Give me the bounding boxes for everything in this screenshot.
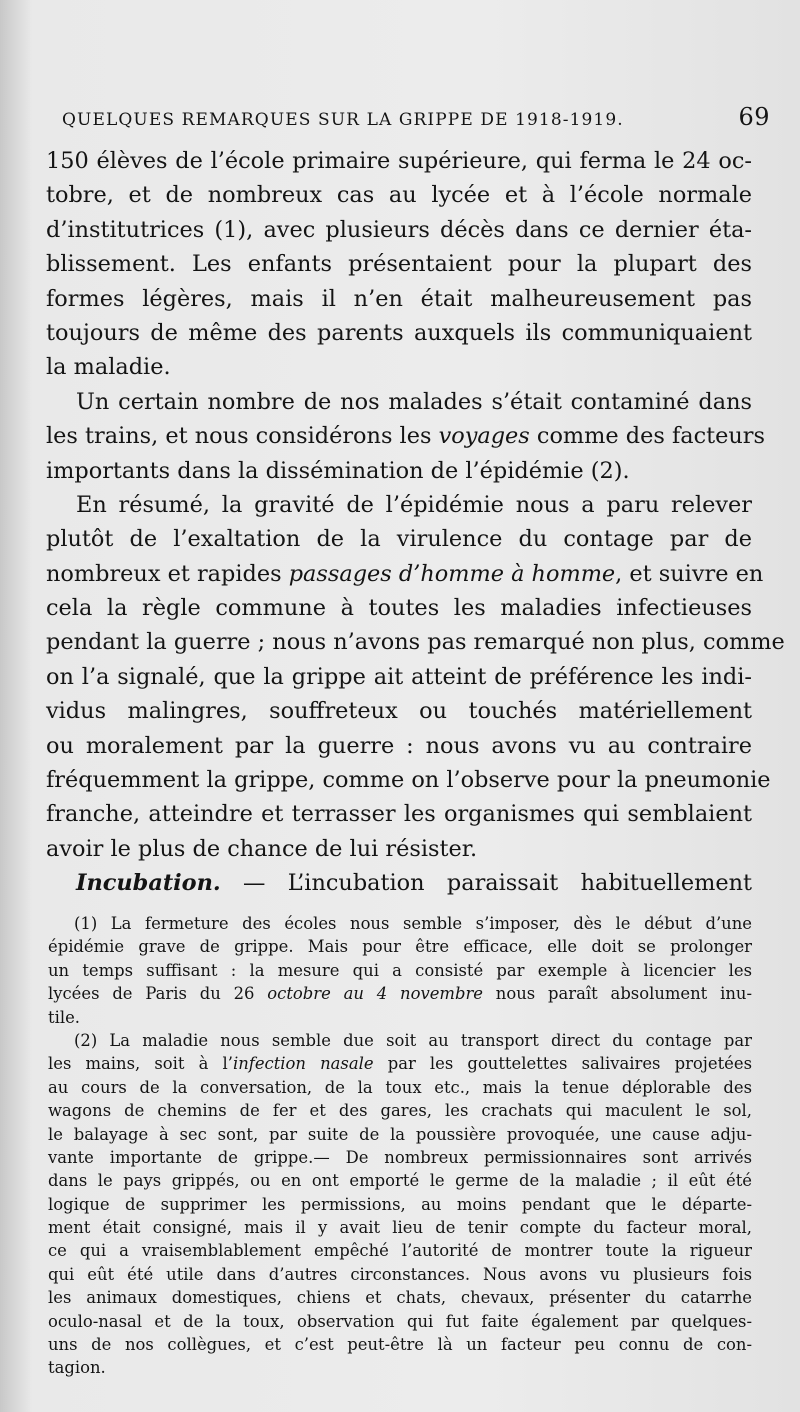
body-line: d’institutrices (1), avec plusieurs décès dans ce dernier éta- <box>46 216 752 243</box>
footnote-line: épidémie grave de grippe. Mais pour être efficace, elle doit se prolonger <box>48 937 752 957</box>
italic-passages: passages d’homme à homme <box>288 560 616 587</box>
footnote-line: dans le pays grippés, ou en ont emporté le germe de la maladie ; il eût été <box>48 1171 752 1191</box>
footnote-line: ce qui a vraisemblablement empêché l’autorité de montrer toute la rigueur <box>48 1241 752 1261</box>
footnote-line: uns de nos collègues, et c’est peut-être là un facteur peu connu de con- <box>48 1335 752 1355</box>
footnote-line: le balayage à sec sont, par suite de la poussière provoquée, une cause adju- <box>48 1124 752 1144</box>
footnote-line: oculo-nasal et de la toux, observation qui fut faite également par quelques- <box>48 1311 752 1331</box>
section-heading-incubation: Incubation. <box>76 870 221 897</box>
italic-voyages: voyages <box>438 423 530 450</box>
footnote-line: (2) La maladie nous semble due soit au transport direct du contage par <box>74 1030 752 1050</box>
footnote-line: logique de supprimer les permissions, au moins pendant que le départe- <box>48 1194 752 1214</box>
body-line: avoir le plus de chance de lui résister. <box>46 835 478 862</box>
footnote-line: (1) La fermeture des écoles nous semble s’imposer, dès le début d’une <box>74 914 752 933</box>
body-line: franche, atteindre et terrasser les organismes qui semblaient <box>46 801 752 828</box>
footnotes <box>48 912 752 1380</box>
body-line: Un certain nombre de nos malades s’était contaminé dans <box>76 388 752 415</box>
body-line: nombreux et rapides passages d’homme à homme, et suivre en <box>46 560 764 587</box>
body-line: la maladie. <box>46 354 171 381</box>
italic-dates: octobre au 4 novembre <box>267 984 483 1004</box>
body-line: blissement. Les enfants présentaient pour la plupart des <box>46 251 752 278</box>
body-line: importants dans la dissémination de l’épidémie (2). <box>46 457 630 484</box>
italic-infection-nasale: infection nasale <box>232 1054 374 1074</box>
footnote-line: tagion. <box>48 1358 106 1378</box>
body-line: on l’a signalé, que la grippe ait atteint de préférence les indi- <box>46 663 752 690</box>
footnote-line: vante importante de grippe.— De nombreux permissionnaires sont arrivés <box>48 1147 752 1167</box>
body-line: vidus malingres, souffreteux ou touchés matériellement <box>46 698 752 725</box>
footnote-line: tile. <box>48 1007 80 1027</box>
body-line: toujours de même des parents auxquels ils communiquaient <box>46 319 752 346</box>
body-line: fréquemment la grippe, comme on l’observe pour la pneumonie <box>46 767 771 794</box>
footnote-line: au cours de la conversation, de la toux etc., mais la tenue déplorable des <box>48 1077 752 1097</box>
running-head <box>62 103 770 131</box>
body-line: En résumé, la gravité de l’épidémie nous a paru relever <box>76 491 752 518</box>
body-line: cela la règle commune à toutes les maladies infectieuses <box>46 595 752 622</box>
page-number: 69 <box>738 103 770 131</box>
body-line: plutôt de l’exaltation de la virulence du contage par de <box>46 526 752 553</box>
footnote-line: wagons de chemins de fer et des gares, les crachats qui maculent le sol, <box>48 1101 752 1121</box>
body-text <box>46 144 785 901</box>
footnote-line: un temps suffisant : la mesure qui a consisté par exemple à licencier les <box>48 960 752 980</box>
footnote-line: qui eût été utile dans d’autres circonstances. Nous avons vu plusieurs fois <box>48 1264 752 1284</box>
body-line: 150 élèves de l’école primaire supérieure, qui ferma le 24 oc- <box>46 148 752 174</box>
footnote-line: les animaux domestiques, chiens et chats, chevaux, présenter du catarrhe <box>48 1288 752 1308</box>
running-head-title: QUELQUES REMARQUES SUR LA GRIPPE DE 1918-1919. <box>62 110 624 130</box>
body-line: pendant la guerre ; nous n’avons pas remarqué non plus, comme <box>46 629 785 656</box>
body-line: ou moralement par la guerre : nous avons vu au contraire <box>46 732 752 759</box>
footnote-line: lycées de Paris du 26 octobre au 4 novembre nous paraît absolument inu- <box>48 984 752 1004</box>
footnote-line: ment était consigné, mais il y avait lieu de tenir compte du facteur moral, <box>48 1218 752 1238</box>
body-line: formes légères, mais il n’en était malheureusement pas <box>46 285 752 312</box>
footnote-line: les mains, soit à l’infection nasale par les gouttelettes salivaires projetées <box>48 1054 752 1074</box>
body-line: tobre, et de nombreux cas au lycée et à l’école normale <box>46 182 752 209</box>
body-line: Incubation. — L’incubation paraissait habituellement <box>76 870 752 897</box>
body-line: les trains, et nous considérons les voyages comme des facteurs <box>46 423 765 450</box>
